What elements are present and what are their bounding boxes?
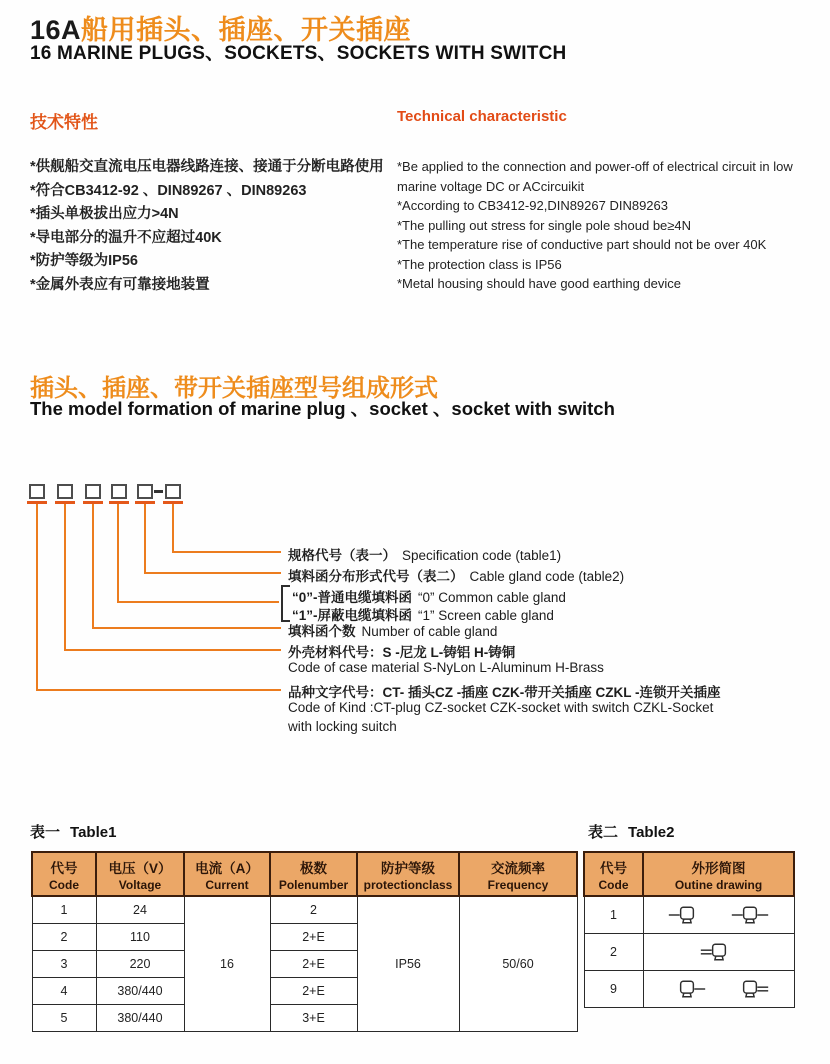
model-code-dash [154, 490, 163, 493]
table1 [31, 851, 578, 1032]
table1-caption-cn: 表一 [30, 824, 61, 841]
cell-code: 1 [32, 896, 96, 923]
tech-item-en: *According to CB3412-92,DIN89267 DIN89263 [397, 198, 669, 213]
cable-gland-line-left-icon [667, 904, 707, 926]
cable-gland-double-line-left-icon [699, 941, 739, 963]
cell-pole: 2+E [270, 923, 357, 950]
cell-voltage: 220 [96, 950, 184, 977]
label-zero-cn: “0”-普通电缆填料函 [292, 590, 413, 605]
kind-cn: 品种文字代号：CT- 插头CZ -插座 CZK-带开关插座 CZKL -连锁开关插座 [288, 685, 721, 700]
cable-gland-line-right-icon [667, 978, 707, 1000]
model-code-box-2 [57, 484, 73, 499]
case-material-cn: 外壳材料代号：S -尼龙 L-铸铝 H-铸铜 [288, 645, 516, 660]
model-code-box-3 [85, 484, 101, 499]
cell-drawing [643, 970, 794, 1007]
table1-header-current: 电流（A） Current [184, 852, 270, 896]
table2-caption-en: Table2 [628, 824, 675, 841]
connector-line [36, 689, 281, 691]
table1-header-row [32, 852, 577, 896]
tech-heading-en: Technical characteristic [397, 108, 567, 125]
cell-voltage: 380/440 [96, 977, 184, 1004]
tech-heading-cn: 技术特性 [30, 113, 98, 132]
model-heading-cn: 插头、插座、带开关插座型号组成形式 [30, 375, 438, 402]
tech-item-en: *Be applied to the connection and power-off of electrical circuit in low marine voltage DC or ACcircuikit [397, 159, 793, 194]
label-spec-code [288, 544, 561, 564]
cable-gland-line-both-sides-icon [730, 904, 770, 926]
model-code-box-6 [165, 484, 181, 499]
cell-code: 9 [584, 970, 643, 1007]
bracket [281, 585, 290, 622]
label-spec-cn: 规格代号（表一） [288, 548, 396, 563]
table1-header-protectionclass: 防护等级 protectionclass [357, 852, 459, 896]
cell-code: 3 [32, 950, 96, 977]
cell-protection-merged: IP56 [357, 896, 459, 1031]
label-gland-type-0 [292, 586, 566, 606]
table1-caption-en: Table1 [70, 824, 117, 841]
connector-line [92, 504, 94, 627]
table1-header-frequency: 交流频率 Frequency [459, 852, 577, 896]
tech-item-en: *The pulling out stress for single pole shoud be≥4N [397, 217, 692, 233]
table2-header-code: 代号 Code [584, 852, 643, 896]
table2-caption-cn: 表二 [588, 824, 619, 841]
tech-item-en: *The temperature rise of conductive part should not be over 40K [397, 237, 767, 252]
model-heading-en: The model formation of marine plug 、socket 、socket with switch [30, 398, 615, 419]
label-gland-number-cn: 填料函个数 [288, 624, 356, 639]
page-title-prefix: 16A [30, 15, 82, 45]
label-gland-code-en: Cable gland code (table2) [469, 569, 625, 584]
table2-header-row [584, 852, 794, 896]
tech-list-en [397, 157, 817, 294]
cell-frequency-merged: 50/60 [459, 896, 577, 1031]
cable-gland-double-line-right-icon [730, 978, 770, 1000]
cell-code: 5 [32, 1004, 96, 1031]
tech-item-en: *The protection class is IP56 [397, 256, 562, 272]
tech-item-cn: *供舰船交直流电压电器线路连接、接通于分断电路使用 [30, 159, 384, 175]
label-one-cn: “1”-屏蔽电缆填料函 [292, 608, 413, 623]
connector-line [172, 551, 281, 553]
model-code-box-5 [137, 484, 153, 499]
cell-code: 1 [584, 896, 643, 933]
table1-header-polenumber: 极数 Polenumber [270, 852, 357, 896]
label-one-en: “1” Screen cable gland [418, 608, 554, 623]
cell-pole: 2+E [270, 977, 357, 1004]
table1-caption [30, 821, 116, 842]
tech-item-cn: *防护等级为IP56 [30, 253, 138, 269]
label-gland-code-cn: 填料函分布形式代号（表二） [288, 569, 464, 584]
cell-code: 4 [32, 977, 96, 1004]
cell-voltage: 24 [96, 896, 184, 923]
cell-pole: 2+E [270, 950, 357, 977]
cell-code: 2 [32, 923, 96, 950]
label-case-material-en: Code of case material S-NyLon L-Aluminum H-Brass [288, 660, 604, 675]
connector-line [64, 649, 281, 651]
table2-caption [588, 821, 674, 842]
connector-line [117, 504, 119, 601]
connector-line [64, 504, 66, 649]
cell-pole: 2 [270, 896, 357, 923]
table-row [32, 896, 577, 923]
table-row [584, 896, 794, 933]
table1-header-code: 代号 Code [32, 852, 96, 896]
tech-list-cn [30, 156, 392, 297]
cell-code: 2 [584, 933, 643, 970]
cell-drawing [643, 896, 794, 933]
connector-line [144, 572, 281, 574]
label-zero-en: “0” Common cable gland [418, 590, 566, 605]
label-gland-number-en: Number of cable gland [361, 624, 498, 639]
connector-line [92, 627, 281, 629]
connector-line [144, 504, 146, 572]
table2-header-drawing: 外形简图 Outine drawing [643, 852, 794, 896]
label-gland-code [288, 565, 624, 585]
label-kind-cn [288, 681, 720, 701]
tech-item-cn: *导电部分的温升不应超过40K [30, 229, 222, 246]
tech-item-en: *Metal housing should have good earthing device [397, 276, 682, 291]
model-code-box-4 [111, 484, 127, 499]
tech-item-cn: *插头单极拔出应力>4N [30, 206, 179, 222]
page-title-chinese: 船用插头、插座、开关插座 [81, 15, 412, 45]
box-underline [109, 501, 129, 504]
label-kind-en: Code of Kind :CT-plug CZ-socket CZK-socket with switch CZKL-Socket [288, 700, 714, 715]
table-row [584, 933, 794, 970]
cell-voltage: 110 [96, 923, 184, 950]
model-code-box-1 [29, 484, 45, 499]
cell-voltage: 380/440 [96, 1004, 184, 1031]
connector-line [172, 504, 174, 551]
label-kind-en2: with locking suitch [288, 719, 397, 734]
table2 [583, 851, 795, 1008]
label-gland-number [288, 620, 497, 640]
table-row [584, 970, 794, 1007]
connector-line [36, 504, 38, 689]
label-spec-en: Specification code (table1) [402, 548, 562, 563]
label-case-material-cn [288, 641, 515, 661]
table1-header-voltage: 电压（V） Voltage [96, 852, 184, 896]
tech-item-cn: *金属外表应有可靠接地装置 [30, 276, 210, 293]
cell-current-merged: 16 [184, 896, 270, 1031]
cell-pole: 3+E [270, 1004, 357, 1031]
tech-item-cn: *符合CB3412-92 、DIN89267 、DIN89263 [30, 182, 307, 199]
connector-line [117, 601, 279, 603]
page-subtitle: 16 MARINE PLUGS、SOCKETS、SOCKETS WITH SWITCH [30, 43, 567, 64]
cell-drawing [643, 933, 794, 970]
